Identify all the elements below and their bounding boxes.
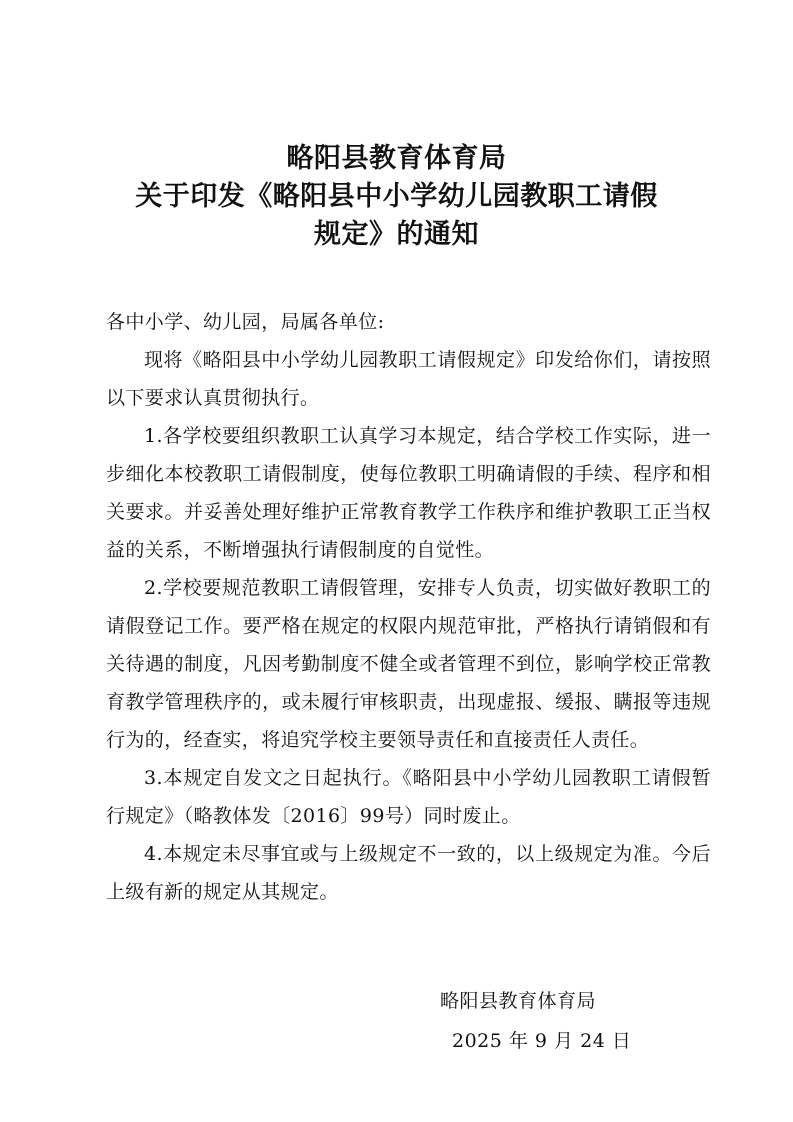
document-body xyxy=(106,303,711,911)
signature-date: 2025 年 9 月 24 日 xyxy=(452,1030,632,1052)
paragraph-item-4: 4.本规定未尽事宜或与上级规定不一致的，以上级规定为准。今后上级有新的规定从其规定。 xyxy=(106,843,711,903)
title-line-3: 规定》的通知 xyxy=(314,219,479,250)
title-line-2: 关于印发《略阳县中小学幼儿园教职工请假 xyxy=(135,181,658,212)
paragraph-item-3: 3.本规定自发文之日起执行。《略阳县中小学幼儿园教职工请假暂行规定》（略教体发〔2016〕99号）同时废止。 xyxy=(106,767,711,827)
title-line-1: 略阳县教育体育局 xyxy=(286,143,507,174)
paragraph-item-1: 1.各学校要组织教职工认真学习本规定，结合学校工作实际，进一步细化本校教职工请假制度，使每位教职工明确请假的手续、程序和相关要求。并妥善处理好维护正常教育教学工作秩序和维护教职工正当权益的关系，不断增强执行请假制度的自觉性。 xyxy=(106,425,711,561)
signature-block xyxy=(440,981,680,1061)
paragraph-intro: 现将《略阳县中小学幼儿园教职工请假规定》印发给你们，请按照以下要求认真贯彻执行。 xyxy=(106,349,711,409)
signature-organization: 略阳县教育体育局 xyxy=(440,990,597,1012)
salutation: 各中小学、幼儿园，局属各单位: xyxy=(106,311,385,333)
paragraph-item-2: 2.学校要规范教职工请假管理，安排专人负责，切实做好教职工的请假登记工作。要严格在规定的权限内规范审批，严格执行请销假和有关待遇的制度，凡因考勤制度不健全或者管理不到位，影响学校正常教育教学管理秩序的，或未履行审核职责，出现虚报、缓报、瞒报等违规行为的，经查实，将追究学校主要领导责任和直接责任人责任。 xyxy=(106,577,711,751)
document-title xyxy=(0,140,793,254)
